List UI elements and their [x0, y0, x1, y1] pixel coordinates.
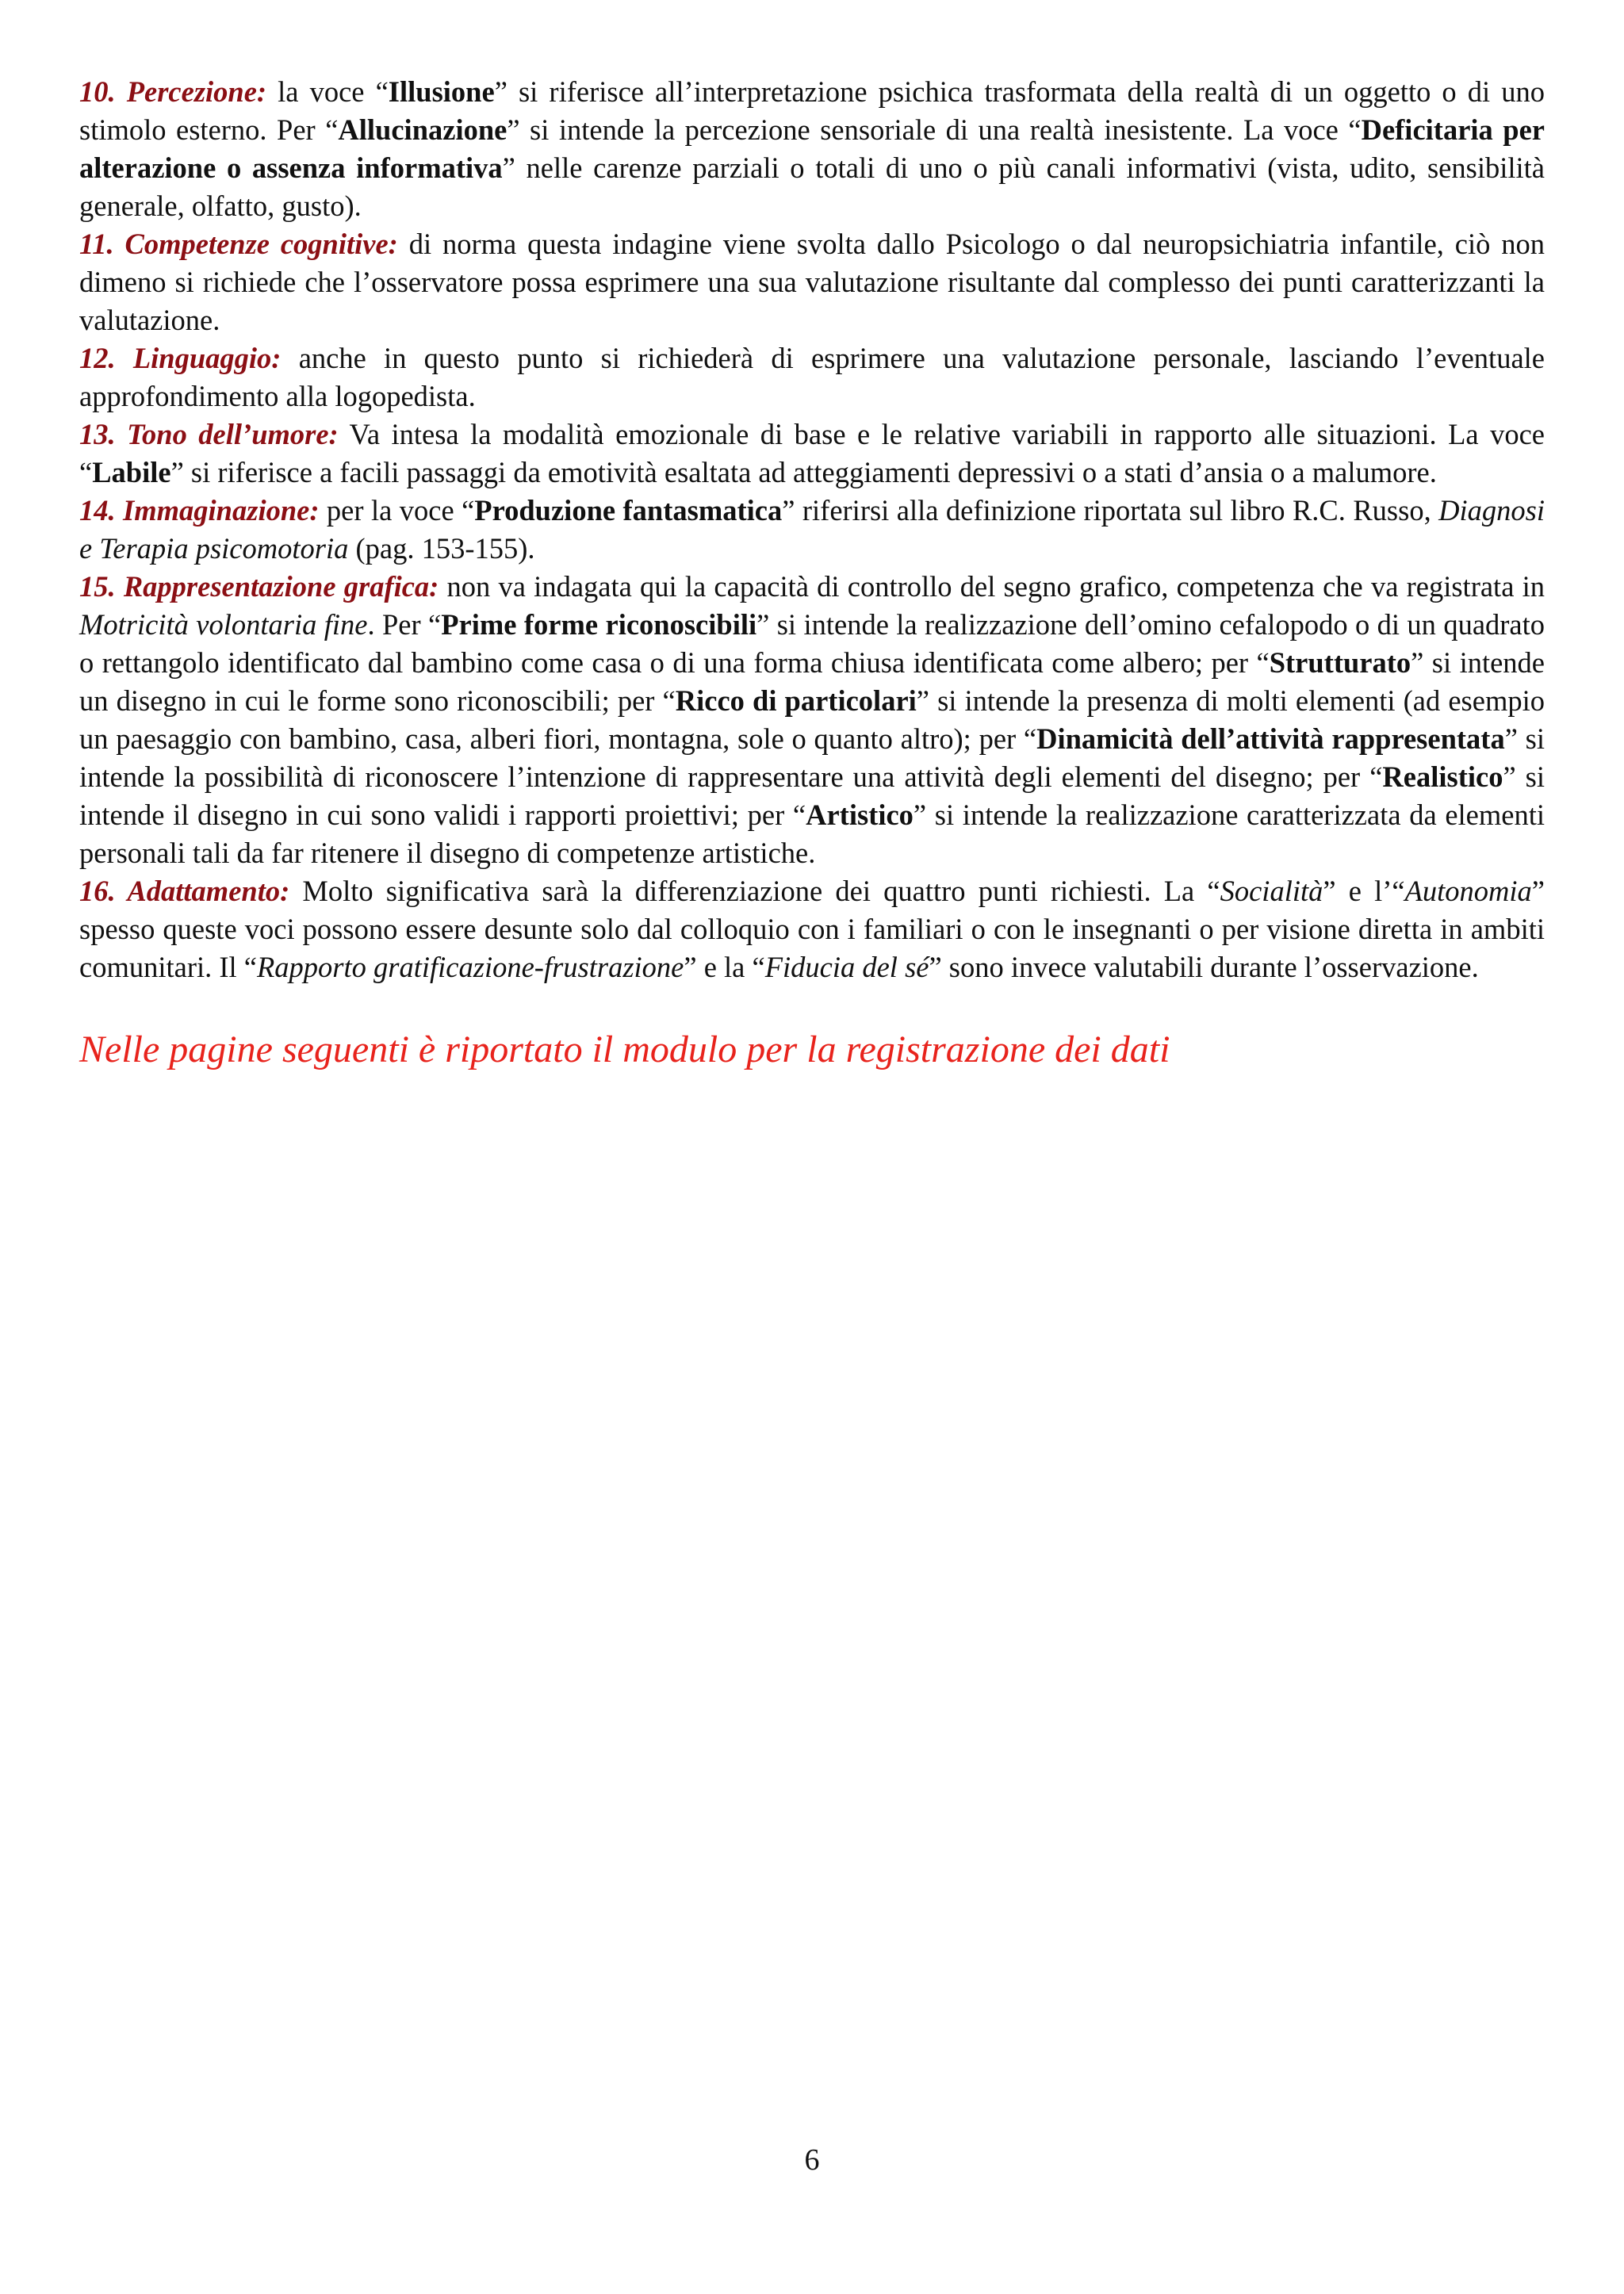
text-run: ” si intende il disegno in cui sono validi i rapporti proiettivi; per “: [79, 760, 1545, 831]
section-heading: 14. Immaginazione:: [79, 494, 320, 527]
bold-term: Produzione fantasmatica: [474, 494, 783, 527]
body-text: [79, 73, 1545, 986]
section-heading: 11. Competenze cognitive:: [79, 228, 398, 260]
paragraph-p16: [79, 872, 1545, 986]
bold-term: Ricco di particolari: [675, 684, 917, 717]
text-run: (pag. 153-155).: [348, 532, 535, 565]
text-run: ” si intende un disegno in cui le forme sono riconoscibili; per “: [79, 646, 1545, 717]
bold-term: Deficitaria per alterazione o assenza informativa: [79, 113, 1545, 184]
italic-term: Motricità volontaria fine: [79, 608, 368, 641]
paragraph-p13: [79, 416, 1545, 492]
text-run: ” riferirsi alla definizione riportata sul libro R.C. Russo,: [782, 494, 1439, 527]
closing-note: Nelle pagine seguenti è riportato il modulo per la registrazione dei dati: [79, 1028, 1170, 1070]
bold-term: Realistico: [1382, 760, 1503, 793]
text-run: di norma questa indagine viene svolta dallo Psicologo o dal neuropsichiatria infantile, ciò non dimeno si richiede che l’osservatore possa esprimere una sua valutazione risultante dal complesso dei punti caratterizzanti la valutazione.: [79, 228, 1545, 336]
text-run: ” spesso queste voci possono essere desunte solo dal colloquio con i familiari o con le insegnanti o per visione diretta in ambiti comunitari. Il “: [79, 875, 1545, 983]
text-run: ” nelle carenze parziali o totali di uno o più canali informativi (vista, udito, sensibilità generale, olfatto, gusto).: [79, 151, 1545, 222]
italic-term: Rapporto gratificazione-frustrazione: [257, 951, 684, 983]
bold-term: Strutturato: [1269, 646, 1411, 679]
italic-term: Diagnosi e Terapia psicomotoria: [79, 494, 1545, 565]
bold-term: Illusione: [388, 75, 495, 108]
paragraph-p14: [79, 492, 1545, 568]
text-run: ” sono invece valutabili durante l’osservazione.: [929, 951, 1479, 983]
bold-term: Labile: [92, 456, 171, 488]
text-run: ” si intende la presenza di molti elementi (ad esempio un paesaggio con bambino, casa, alberi fiori, montagna, sole o quanto altro); per “: [79, 684, 1545, 755]
paragraph-p15: [79, 568, 1545, 872]
italic-term: Autonomia: [1404, 875, 1532, 907]
section-heading: 12. Linguaggio:: [79, 342, 282, 374]
text-run: ” e la “: [684, 951, 765, 983]
bold-term: Allucinazione: [338, 113, 508, 146]
page-number: 6: [804, 2143, 820, 2177]
text-run: ” si riferisce all’interpretazione psichica trasformata della realtà di un oggetto o di uno stimolo esterno. Per “: [79, 75, 1545, 146]
section-heading: 10. Percezione:: [79, 75, 267, 108]
text-run: ” si riferisce a facili passaggi da emotività esaltata ad atteggiamenti depressivi o a stati d’ansia o a malumore.: [170, 456, 1437, 488]
bold-term: Artistico: [806, 798, 914, 831]
text-run: ” si intende la possibilità di riconoscere l’intenzione di rappresentare una attività degli elementi del disegno; per “: [79, 722, 1545, 793]
bold-term: Dinamicità dell’attività rappresentata: [1036, 722, 1505, 755]
paragraph-p11: [79, 225, 1545, 339]
bold-term: Prime forme riconoscibili: [441, 608, 757, 641]
italic-term: Socialità: [1220, 875, 1323, 907]
section-heading: 15. Rappresentazione grafica:: [79, 570, 439, 603]
text-run: per la voce “: [319, 494, 475, 527]
text-run: ” e l’“: [1323, 875, 1405, 907]
text-run: Molto significativa sarà la differenziazione dei quattro punti richiesti. La “: [289, 875, 1220, 907]
section-heading: 16. Adattamento:: [79, 875, 290, 907]
paragraph-p10: [79, 73, 1545, 225]
text-run: Va intesa la modalità emozionale di base e le relative variabili in rapporto alle situazioni. La voce “: [79, 418, 1545, 488]
text-run: ” si intende la realizzazione dell’omino cefalopodo o di un quadrato o rettangolo identificato dal bambino come casa o di una forma chiusa identificata come albero; per “: [79, 608, 1545, 679]
italic-term: Fiducia del sé: [764, 951, 929, 983]
text-run: ” si intende la percezione sensoriale di una realtà inesistente. La voce “: [507, 113, 1362, 146]
section-heading: 13. Tono dell’umore:: [79, 418, 339, 450]
text-run: ” si intende la realizzazione caratterizzata da elementi personali tali da far ritenere il disegno di competenze artistiche.: [79, 798, 1545, 869]
text-run: non va indagata qui la capacità di controllo del segno grafico, competenza che va registrata in: [439, 570, 1545, 603]
text-run: . Per “: [367, 608, 442, 641]
text-run: anche in questo punto si richiederà di esprimere una valutazione personale, lasciando l’eventuale approfondimento alla logopedista.: [79, 342, 1545, 412]
text-run: la voce “: [266, 75, 389, 108]
paragraph-p12: [79, 339, 1545, 416]
